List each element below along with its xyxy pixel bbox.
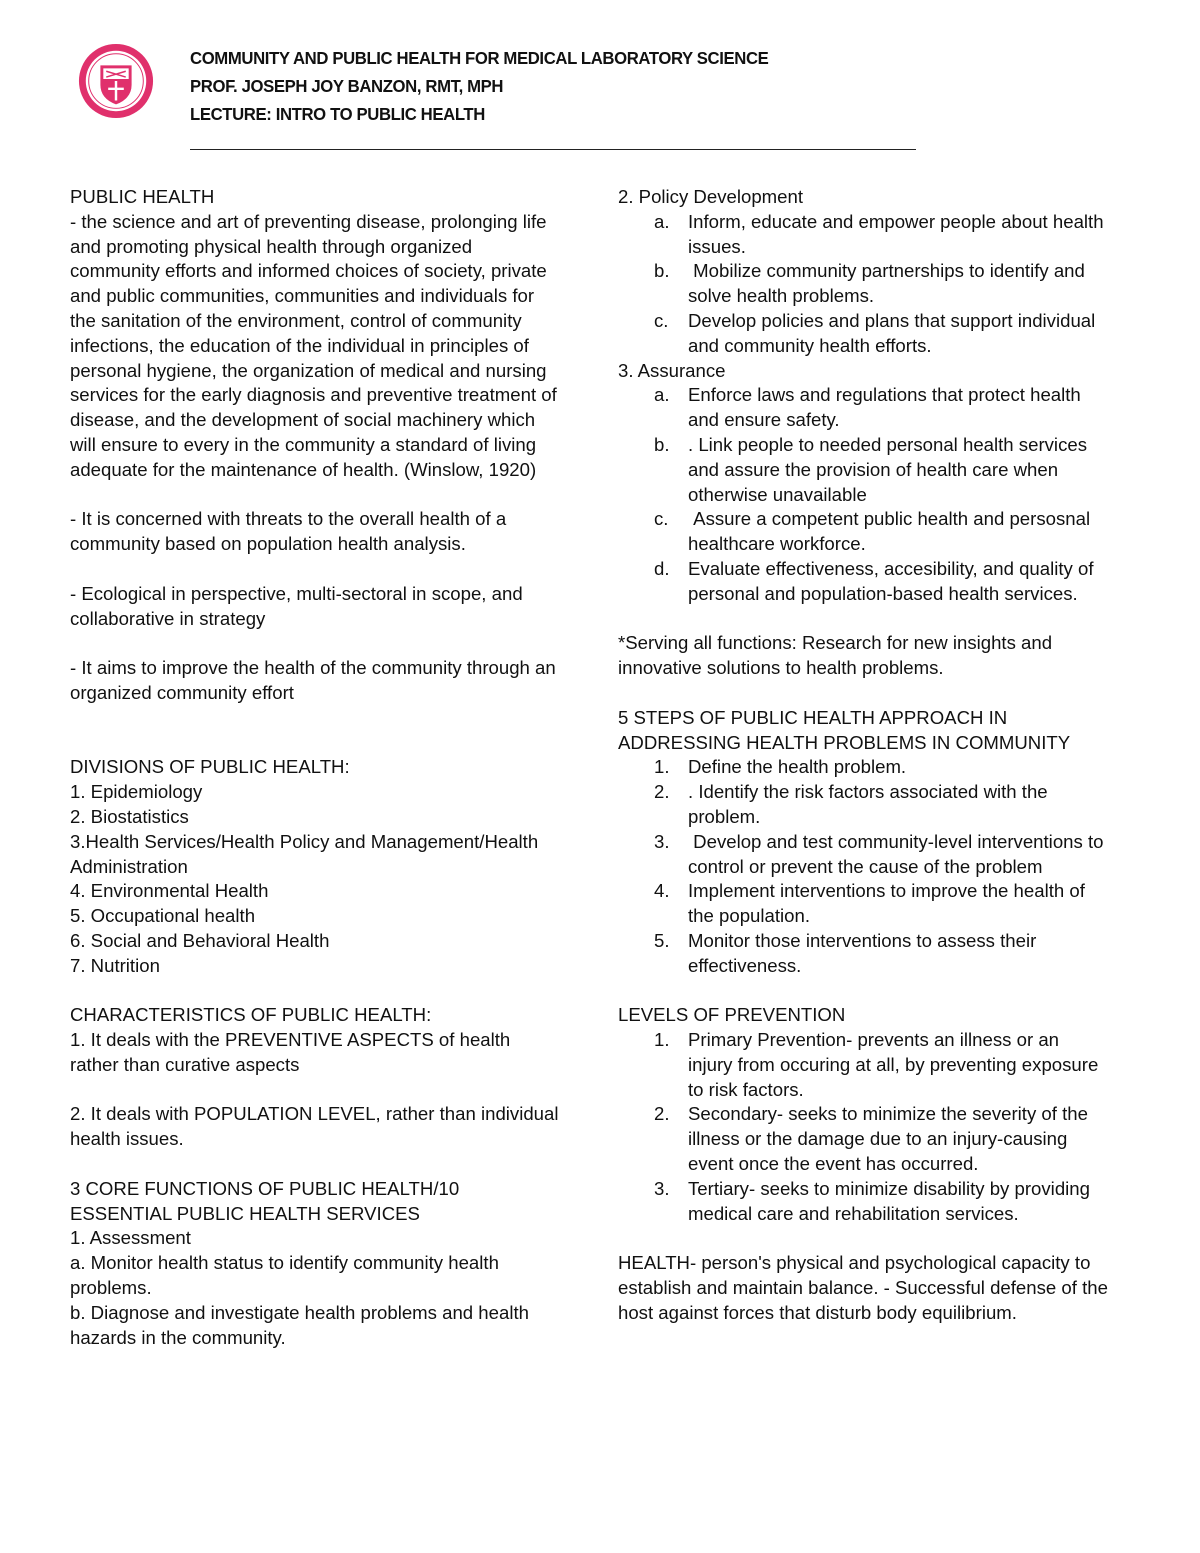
list-item-text: . Link people to needed personal health services and assure the provision of health care when otherwise unavailable: [688, 433, 1088, 505]
list-item-text: Inform, educate and empower people about health issues.: [688, 210, 1104, 257]
policy-development-heading: 2. Policy Development: [618, 186, 803, 207]
list-item: [618, 557, 1108, 607]
assessment-item-a: a. Monitor health status to identify community health problems.: [70, 1252, 499, 1299]
list-item-text: Develop and test community-level interventions to control or prevent the cause of the problem: [688, 830, 1109, 877]
serving-note: *Serving all functions: Research for new insights and innovative solutions to health problems.: [618, 632, 1053, 679]
list-marker: c.: [654, 508, 669, 530]
list-item-text: Secondary- seeks to minimize the severity of the illness or the damage due to an injury-causing event once the event has occurred.: [688, 1103, 1088, 1175]
list-item: [618, 383, 1108, 433]
list-item-text: Assure a competent public health and persosnal healthcare workforce.: [688, 508, 1096, 555]
steps-list: [618, 755, 1108, 978]
professor-name: PROF. JOSEPH JOY BANZON, RMT, MPH: [190, 76, 504, 96]
division-item: 5. Occupational health: [70, 905, 256, 927]
policy-list: [618, 210, 1108, 359]
list-item-text: Monitor those interventions to assess their effectiveness.: [688, 929, 1037, 976]
list-marker: d.: [654, 557, 670, 579]
list-item: [618, 755, 1108, 780]
characteristic-1: 1. It deals with the PREVENTIVE ASPECTS of health rather than curative aspects: [70, 1029, 511, 1075]
course-title: COMMUNITY AND PUBLIC HEALTH FOR MEDICAL LABORATORY SCIENCE: [190, 48, 769, 68]
list-marker: 3.: [654, 830, 670, 852]
core-functions-heading: 3 CORE FUNCTIONS OF PUBLIC HEALTH/10 ESSENTIAL PUBLIC HEALTH SERVICES: [70, 1177, 460, 1224]
list-item-text: Primary Prevention- prevents an illness or an injury from occuring at all, by preventing exposure to risk factors.: [688, 1029, 1099, 1100]
list-marker: 1.: [654, 756, 670, 778]
division-item: 4. Environmental Health: [70, 880, 269, 902]
division-item: 3.Health Services/Health Policy and Management/Health Administration: [70, 830, 539, 877]
assessment-item-b: b. Diagnose and investigate health problems and health hazards in the community.: [70, 1301, 529, 1348]
list-item-text: Tertiary- seeks to minimize disability by providing medical care and rehabilitation services.: [688, 1177, 1090, 1224]
public-health-point-2: - It is concerned with threats to the overall health of a community based on population health analysis.: [70, 508, 507, 555]
list-item-text: Enforce laws and regulations that protect health and ensure safety.: [688, 384, 1081, 431]
list-marker: 4.: [654, 880, 670, 902]
list-item-text: Implement interventions to improve the health of the population.: [688, 880, 1085, 927]
right-column: [618, 185, 1108, 1326]
division-item: 6. Social and Behavioral Health: [70, 929, 330, 951]
levels-list: [618, 1028, 1108, 1226]
public-health-point-3: - Ecological in perspective, multi-sectoral in scope, and collaborative in strategy: [70, 582, 523, 629]
public-health-heading: PUBLIC HEALTH: [70, 186, 215, 207]
assessment-heading: 1. Assessment: [70, 1227, 191, 1249]
list-item: [618, 1028, 1108, 1102]
list-marker: 5.: [654, 929, 670, 951]
left-column: [70, 185, 560, 1350]
divisions-heading: DIVISIONS OF PUBLIC HEALTH:: [70, 756, 350, 778]
list-marker: b.: [654, 260, 670, 282]
list-item: [618, 259, 1108, 309]
list-item: [618, 1102, 1108, 1176]
public-health-definition: - the science and art of preventing disease, prolonging life and promoting physical health through organized community efforts and informed choices of society, private and public communities, communities and individuals for the sanitation of the environment, control of community infections, the education of the individual in principles of personal hygiene, the organization of medical and nursing services for the early diagnosis and preventive treatment of disease, and the development of social machinery which will ensure to every in the community a standard of living adequate for the maintenance of health. (Winslow, 1920): [70, 210, 557, 480]
list-item: [618, 929, 1108, 979]
list-item: [618, 507, 1108, 557]
list-marker: 2.: [654, 1103, 670, 1125]
list-marker: a.: [654, 384, 670, 406]
list-item: [618, 210, 1108, 260]
document-header: [190, 44, 950, 128]
public-health-point-4: - It aims to improve the health of the community through an organized community effort: [70, 657, 556, 703]
assurance-list: [618, 383, 1108, 606]
list-item: [618, 780, 1108, 830]
division-item: 2. Biostatistics: [70, 805, 189, 827]
steps-heading: 5 STEPS OF PUBLIC HEALTH APPROACH IN ADDRESSING HEALTH PROBLEMS IN COMMUNITY: [618, 706, 1071, 753]
list-marker: 2.: [654, 781, 670, 803]
list-item: [618, 433, 1108, 507]
health-definition: HEALTH- person's physical and psychological capacity to establish and maintain balance. - Successful defense of the host against forces that disturb body equilibrium.: [618, 1252, 1108, 1323]
university-seal-icon: [77, 42, 155, 120]
list-item: [618, 830, 1108, 880]
list-item: [618, 1177, 1108, 1227]
list-item-text: Develop policies and plans that support individual and community health efforts.: [688, 309, 1096, 356]
list-marker: c.: [654, 309, 669, 331]
division-item: 7. Nutrition: [70, 954, 160, 976]
list-item-text: Define the health problem.: [688, 756, 907, 778]
characteristics-heading: CHARACTERISTICS OF PUBLIC HEALTH:: [70, 1004, 432, 1026]
characteristic-2: 2. It deals with POPULATION LEVEL, rather than individual health issues.: [70, 1103, 559, 1150]
list-marker: 3.: [654, 1177, 670, 1199]
list-marker: b.: [654, 433, 670, 455]
lecture-title: LECTURE: INTRO TO PUBLIC HEALTH: [190, 104, 485, 124]
list-marker: a.: [654, 210, 670, 232]
division-item: 1. Epidemiology: [70, 781, 203, 803]
assurance-heading: 3. Assurance: [618, 359, 726, 381]
list-item-text: Mobilize community partnerships to identify and solve health problems.: [688, 260, 1091, 307]
list-item-text: . Identify the risk factors associated with the problem.: [688, 781, 1048, 827]
list-item: [618, 879, 1108, 929]
list-marker: 1.: [654, 1029, 670, 1051]
levels-heading: LEVELS OF PREVENTION: [618, 1004, 846, 1026]
list-item-text: Evaluate effectiveness, accesibility, and quality of personal and population-based health services.: [688, 557, 1094, 604]
list-item: [618, 309, 1108, 359]
header-divider: [190, 149, 916, 150]
